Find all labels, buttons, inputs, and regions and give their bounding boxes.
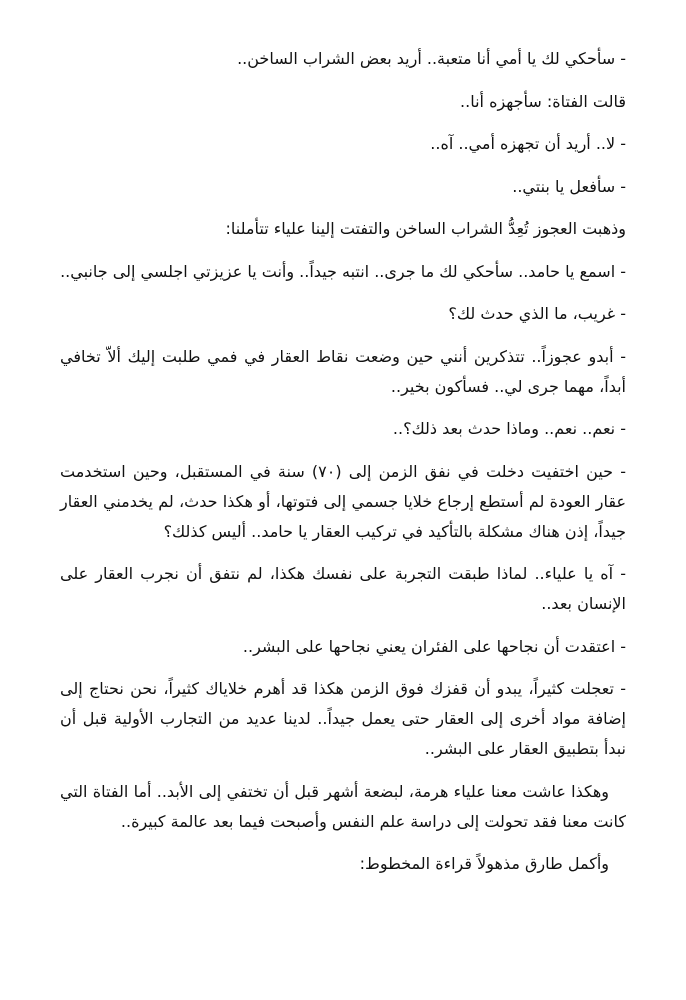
paragraph-14: وهكذا عاشت معنا علياء هرمة، لبضعة أشهر قبل أن تختفي إلى الأبد.. أما الفتاة التي كانت معنا فقد تحولت إلى دراسة علم النفس وأصبحت فيما بعد عالمة كبيرة.. <box>60 781 626 831</box>
story-text <box>60 44 626 892</box>
paragraph-5: وذهبت العجوز تُعِدُّ الشراب الساخن والتفتت إلينا علياء تتأملنا: <box>225 219 626 238</box>
paragraph-3: - لا.. أريد أن تجهزه أمي.. آه.. <box>430 134 626 153</box>
paragraph-7: - غريب، ما الذي حدث لك؟ <box>448 304 626 323</box>
paragraph-12: - اعتقدت أن نجاحها على الفئران يعني نجاحها على البشر.. <box>242 636 626 656</box>
paragraph-8: - أبدو عجوزاً.. تتذكرين أنني حين وضعت نقاط العقار في فمي طلبت إليك ألاّ تخافي أبداً، مهما جرى لي.. فسأكون بخير.. <box>60 346 626 396</box>
paragraph-6: - اسمع يا حامد.. سأحكي لك ما جرى.. انتبه جيداً.. وأنت يا عزيزتي اجلسي إلى جانبي.. <box>60 261 626 281</box>
paragraph-1: - سأحكي لك يا أمي أنا متعبة.. أريد بعض الشراب الساخن.. <box>237 49 626 68</box>
paragraph-11: - آه يا علياء.. لماذا طبقت التجربة على نفسك هكذا، لم نتفق أن نجرب العقار على الإنسان بعد.. <box>60 564 626 613</box>
paragraph-15: وأكمل طارق مذهولاً قراءة المخطوط: <box>359 854 609 873</box>
paragraph-2: قالت الفتاة: سأجهزه أنا.. <box>460 91 626 111</box>
paragraph-4: - سأفعل يا بنتي.. <box>512 176 626 196</box>
paragraph-13: - تعجلت كثيراً، يبدو أن قفزك فوق الزمن هكذا قد أهرم خلاياك كثيراً، نحن نحتاج إلى إضافة مواد أخرى إلى العقار حتى يعمل جيداً.. لدينا عديد من التجارب الأولية قبل أن نبدأ بتطبيق العقار على البشر.. <box>60 679 626 758</box>
paragraph-10: - حين اختفيت دخلت في نفق الزمن إلى (٧٠) سنة في المستقبل، وحين استخدمت عقار العودة لم أستطع إرجاع خلايا جسمي إلى فتوتها، أو هكذا حدث، لم يخدمني العقار جيداً، إذن هناك مشكلة بالتأكيد في تركيب العقار يا حامد.. أليس كذلك؟ <box>60 461 626 541</box>
paragraph-9: - نعم.. نعم.. وماذا حدث بعد ذلك؟.. <box>392 419 626 438</box>
